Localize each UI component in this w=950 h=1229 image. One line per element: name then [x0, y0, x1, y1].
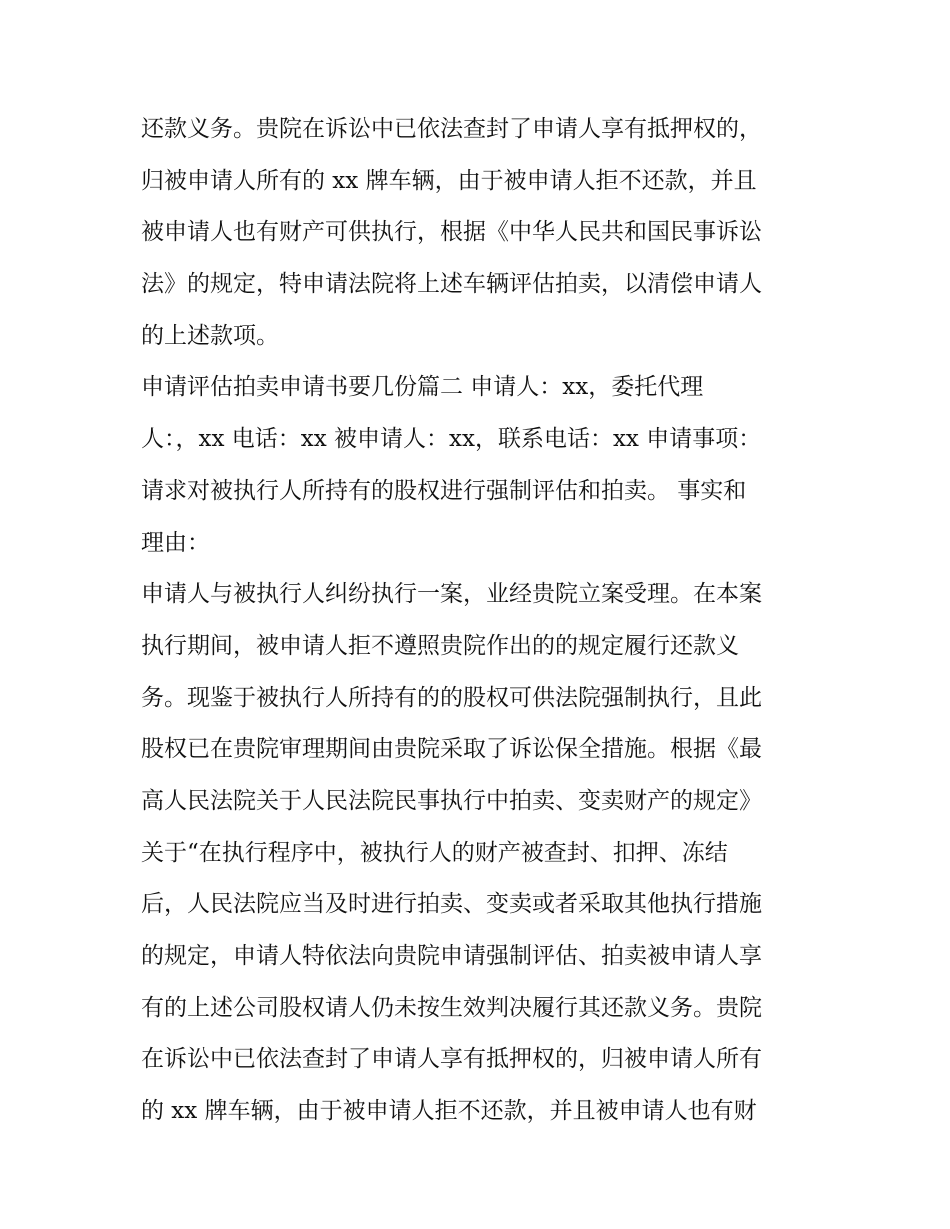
text-line: 的 xx 牌车辆，由于被申请人拒不还款，并且被申请人也有财	[141, 1098, 757, 1125]
text-line: 的规定，申请人特依法向贵院申请强制评估、拍卖被申请人享	[141, 943, 762, 969]
document-body	[141, 104, 831, 1138]
text-line: 归被申请人所有的 xx 牌车辆，由于被申请人拒不还款，并且	[141, 167, 757, 194]
text-line: 请求对被执行人所持有的股权进行强制评估和拍卖。 事实和	[141, 477, 747, 504]
text-line: 被申请人也有财产可供执行，根据《中华人民共和国民事诉讼	[141, 219, 762, 246]
text-line: 理由：	[141, 529, 210, 556]
text-line: 有的上述公司股权请人仍未按生效判决履行其还款义务。贵院	[141, 994, 762, 1021]
text-line: 法》的规定，特申请法院将上述车辆评估拍卖，以清偿申请人	[141, 271, 762, 298]
section-heading-line: 申请评估拍卖申请书要几份篇二 申请人：xx，委托代理	[141, 374, 704, 401]
text-line: 人：，xx 电话：xx 被申请人：xx，联系电话：xx 申请事项：	[141, 426, 762, 453]
text-line: 后，人民法院应当及时进行拍卖、变卖或者采取其他执行措施	[141, 891, 762, 918]
text-line: 关于“在执行程序中，被执行人的财产被查封、扣押、冻结	[141, 839, 728, 866]
text-line: 执行期间，被申请人拒不遵照贵院作出的的规定履行还款义	[141, 632, 739, 659]
text-line: 的上述款项。	[141, 322, 279, 349]
text-line: 还款义务。贵院在诉讼中已依法查封了申请人享有抵押权的，	[141, 116, 762, 142]
text-line: 股权已在贵院审理期间由贵院采取了诉讼保全措施。根据《最	[141, 736, 762, 763]
text-line: 在诉讼中已依法查封了申请人享有抵押权的，归被申请人所有	[141, 1046, 762, 1073]
text-line: 高人民法院关于人民法院民事执行中拍卖、变卖财产的规定》	[141, 787, 762, 814]
text-line: 务。现鉴于被执行人所持有的的股权可供法院强制执行，且此	[141, 684, 762, 711]
text-line: 申请人与被执行人纠纷执行一案，业经贵院立案受理。在本案	[141, 581, 762, 608]
